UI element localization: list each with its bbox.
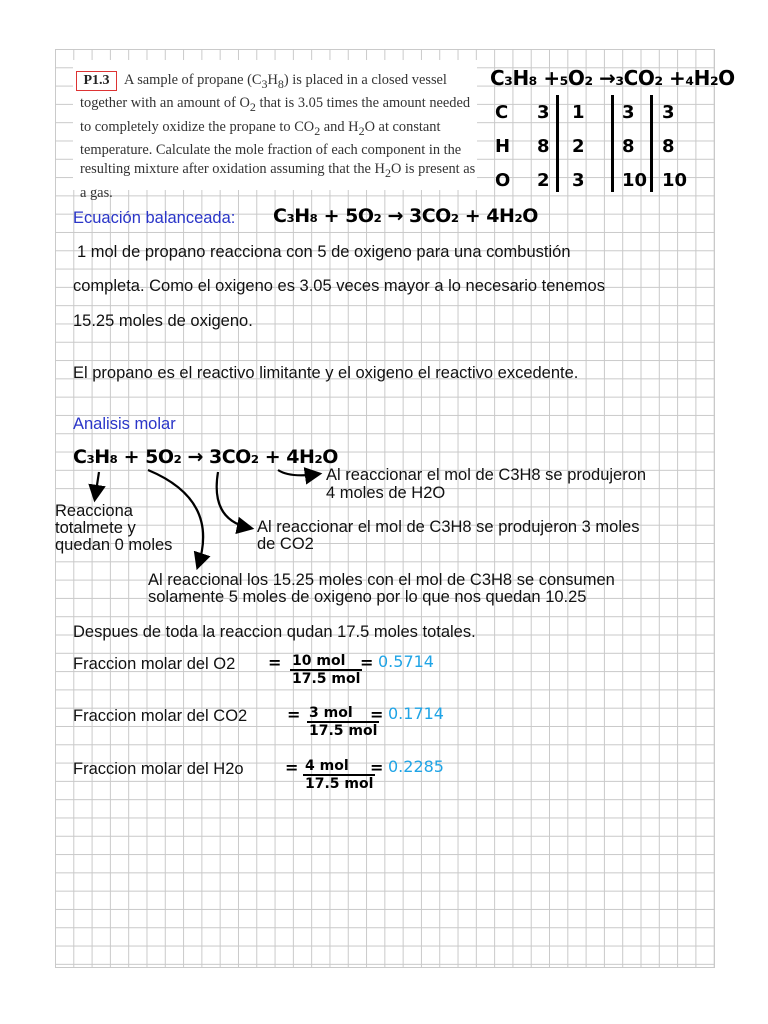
fraction-label: Fraccion molar del H2o <box>73 760 244 778</box>
paragraph-line-2: completa. Como el oxigeno es 3.05 veces mayor a lo necesario tenemos <box>73 277 605 295</box>
table-cell: 3 <box>622 102 635 123</box>
table-cell: 3 <box>537 102 550 123</box>
fraction-label: Fraccion molar del O2 <box>73 655 236 673</box>
note-h2o-line-1: Al reaccionar el mol de C3H8 se produjeron <box>326 466 647 484</box>
note-c3h8-line-3: quedan 0 moles <box>55 536 173 554</box>
fraction-denominator: 17.5 mol <box>305 776 374 792</box>
note-h2o-line-2: 4 moles de H2O <box>326 484 446 502</box>
paragraph-line-1: 1 mol de propano reacciona con 5 de oxigeno para una combustión <box>77 243 571 261</box>
limiting-reagent-text: El propano es el reactivo limitante y el oxigeno el reactivo excedente. <box>73 364 579 382</box>
paragraph-line-3: 15.25 moles de oxigeno. <box>73 312 253 330</box>
fraction-numerator: 10 mol <box>290 653 362 671</box>
table-cell: 3 <box>572 170 585 191</box>
note-co2-line-1: Al reaccionar el mol de C3H8 se produjeron 3 moles <box>257 518 640 536</box>
problem-tag: P1.3 <box>76 71 117 91</box>
table-cell: 10 <box>662 170 688 191</box>
balanced-equation: C₃H₈ + 5O₂ → 3CO₂ + 4H₂O <box>273 205 538 227</box>
arrow-to-c3h8-note <box>95 472 99 498</box>
fraction-result: 0.1714 <box>388 704 444 723</box>
fraction-label: Fraccion molar del CO2 <box>73 707 248 725</box>
table-cell: 2 <box>537 170 550 191</box>
table-cell: 8 <box>662 136 675 157</box>
note-c3h8-line-1: Reacciona <box>55 502 133 520</box>
table-cell: 8 <box>537 136 550 157</box>
arrow-to-co2-note <box>217 472 250 528</box>
note-co2-line-2: de CO2 <box>257 535 314 553</box>
table-cell: 8 <box>622 136 635 157</box>
table-cell: 2 <box>572 136 585 157</box>
balance-table-header: C₃H₈ +₅O₂ →₃CO₂ +₄H₂O <box>490 66 735 90</box>
arrow-to-o2-note <box>148 470 203 566</box>
fraction-numerator: 4 mol <box>303 758 375 776</box>
equals-sign: = <box>268 653 282 672</box>
fraction-numerator: 3 mol <box>307 705 379 723</box>
problem-text: A sample of propane $(C_3H_8)$ is placed in a closed vessel together with an amount of $O_2$ that is 3.05 times the amount needed to completely oxidize the propane to $CO_2$ and $H_2O$ at constant temperature. Calculate the mole fraction of each component in the resulting mixture after oxidation assuming that the $H_2O$ is present as a gas. <box>80 72 476 201</box>
table-element-o: O <box>495 170 511 191</box>
fraction-result: 0.2285 <box>388 757 444 776</box>
balanced-equation-label: Ecuación balanceada: <box>73 209 236 227</box>
table-cell: 1 <box>572 102 585 123</box>
arrow-to-h2o-note <box>278 470 318 475</box>
equals-sign: = <box>360 653 374 672</box>
molar-equation: C₃H₈ + 5O₂ → 3CO₂ + 4H₂O <box>73 446 338 468</box>
table-element-c: C <box>495 102 509 123</box>
table-cell: 3 <box>662 102 675 123</box>
equals-sign: = <box>370 705 384 724</box>
note-o2-line-2: solamente 5 moles de oxigeno por lo que nos quedan 10.25 <box>148 588 587 606</box>
note-o2-line-1: Al reaccional los 15.25 moles con el mol de C3H8 se consumen <box>148 571 615 589</box>
table-element-h: H <box>495 136 511 157</box>
table-cell: 10 <box>622 170 648 191</box>
fraction-denominator: 17.5 mol <box>292 671 361 687</box>
equals-sign: = <box>370 758 384 777</box>
fraction-denominator: 17.5 mol <box>309 723 378 739</box>
molar-analysis-label: Analisis molar <box>73 415 176 433</box>
total-moles-text: Despues de toda la reaccion qudan 17.5 moles totales. <box>73 623 476 641</box>
equals-sign: = <box>287 705 301 724</box>
note-c3h8-line-2: totalmete y <box>55 519 136 537</box>
equals-sign: = <box>285 758 299 777</box>
fraction-result: 0.5714 <box>378 652 434 671</box>
